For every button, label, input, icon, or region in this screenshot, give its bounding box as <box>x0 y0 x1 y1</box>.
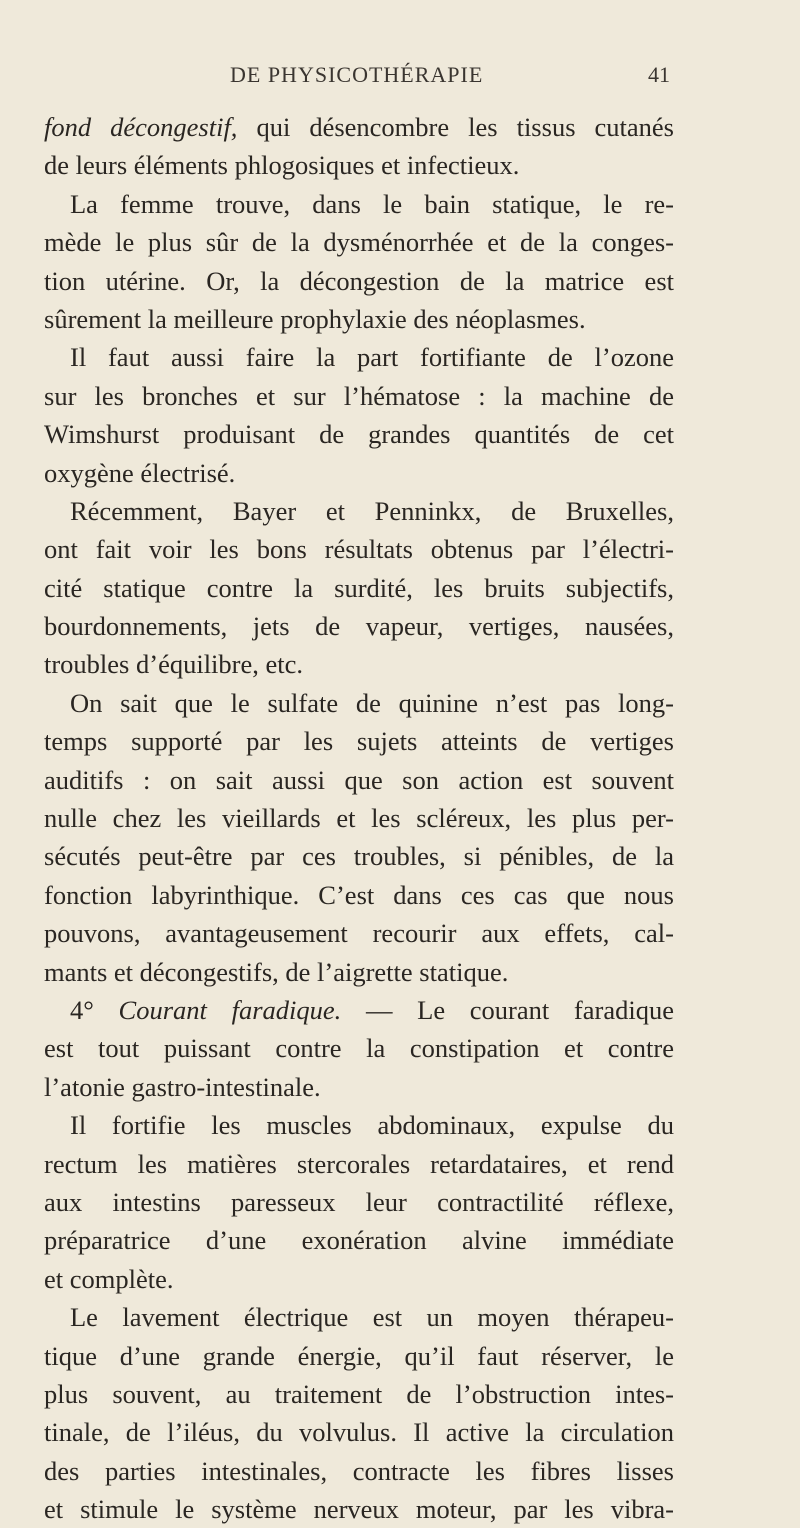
text-line <box>44 1490 674 1528</box>
text-line <box>44 1375 674 1413</box>
text-line <box>44 1221 674 1259</box>
text-line <box>44 607 674 645</box>
line-text: des parties intestinales, contracte les fibres lisses <box>44 1455 674 1486</box>
section-heading-line <box>44 991 674 1029</box>
text-line <box>44 837 674 875</box>
line-text: nulle chez les vieillards et les scléreux, les plus per- <box>44 803 674 834</box>
line-text: Il faut aussi faire la part fortifiante de l’ozone <box>70 342 674 373</box>
text-line <box>44 569 674 607</box>
line-text: troubles d’équilibre, etc. <box>44 649 304 680</box>
line-text: de leurs éléments phlogosiques et infectieux. <box>44 150 520 181</box>
text-line <box>44 876 674 914</box>
line-text: mants et décongestifs, de l’aigrette statique. <box>44 956 509 987</box>
text-line <box>44 530 674 568</box>
text-line <box>44 1145 674 1183</box>
text-line <box>44 146 674 184</box>
text-line <box>44 722 674 760</box>
page-number: 41 <box>648 62 670 87</box>
line-text: sur les bronches et sur l’hématose : la machine de <box>44 380 674 411</box>
text-line <box>44 645 674 683</box>
text-line <box>44 761 674 799</box>
line-text: Wimshurst produisant de grandes quantités de cet <box>44 419 674 450</box>
running-title: DE PHYSICOTHÉRAPIE <box>230 62 484 87</box>
line-text: Le lavement électrique est un moyen thérapeu- <box>70 1302 674 1333</box>
line-text: l’atonie gastro-intestinale. <box>44 1071 321 1102</box>
line-text: et complète. <box>44 1263 174 1294</box>
line-text: oxygène électrisé. <box>44 457 236 488</box>
line-text: et stimule le système nerveux moteur, par les vibra- <box>44 1494 674 1525</box>
text-line <box>44 684 674 722</box>
line-text: sûrement la meilleure prophylaxie des néoplasmes. <box>44 303 586 334</box>
line-text: pouvons, avantageusement recourir aux effets, cal- <box>44 918 674 949</box>
line-text: auditifs : on sait aussi que son action est souvent <box>44 764 674 795</box>
line-text: fonction labyrinthique. C’est dans ces cas que nous <box>44 879 674 910</box>
text-line <box>44 185 674 223</box>
body-text <box>44 108 674 1528</box>
text-line <box>44 1413 674 1451</box>
line-text: temps supporté par les sujets atteints de vertiges <box>44 726 674 757</box>
text-line <box>44 1106 674 1144</box>
line-text: plus souvent, au traitement de l’obstruction intes- <box>44 1378 674 1409</box>
text-line <box>44 415 674 453</box>
text-line <box>44 492 674 530</box>
line-text: aux intestins paresseux leur contractilité réflexe, <box>44 1186 674 1217</box>
text-line <box>44 1183 674 1221</box>
text-line <box>44 1029 674 1067</box>
text-line <box>44 1337 674 1375</box>
section-title: Courant faradique. <box>118 994 342 1025</box>
text-line <box>44 1452 674 1490</box>
line-text: cité statique contre la surdité, les bruits subjectifs, <box>44 572 674 603</box>
line-text: bourdonnements, jets de vapeur, vertiges, nausées, <box>44 611 674 642</box>
text-line <box>44 1068 674 1106</box>
line-text: tion utérine. Or, la décongestion de la matrice est <box>44 265 674 296</box>
line-text: qui désencombre les tissus cutanés <box>237 112 674 142</box>
line-text: préparatrice d’une exonération alvine immédiate <box>44 1225 674 1256</box>
text-line <box>44 914 674 952</box>
line-text: Récemment, Bayer et Penninkx, de Bruxelles, <box>70 495 674 526</box>
line-text: mède le plus sûr de la dysménorrhée et de la conges- <box>44 227 674 258</box>
text-line <box>44 953 674 991</box>
text-line <box>44 377 674 415</box>
text-line <box>44 454 674 492</box>
line-text: Il fortifie les muscles abdominaux, expulse du <box>70 1110 674 1141</box>
line-text: ont fait voir les bons résultats obtenus par l’électri- <box>44 534 674 565</box>
line-text: sécutés peut-être par ces troubles, si pénibles, de la <box>44 841 674 872</box>
line-text: La femme trouve, dans le bain statique, le re- <box>70 188 674 219</box>
text-line <box>44 108 674 146</box>
line-text: rectum les matières stercorales retardataires, et rend <box>44 1148 674 1179</box>
section-number: 4° <box>70 994 119 1025</box>
text-line <box>44 1260 674 1298</box>
text-line <box>44 338 674 376</box>
text-line <box>44 799 674 837</box>
line-text: est tout puissant contre la constipation et contre <box>44 1033 674 1064</box>
line-text: tique d’une grande énergie, qu’il faut réserver, le <box>44 1340 674 1371</box>
text-line <box>44 223 674 261</box>
text-line <box>44 1298 674 1336</box>
line-text: On sait que le sulfate de quinine n’est pas long- <box>70 687 674 718</box>
text-line <box>44 262 674 300</box>
line-text: — Le courant faradique <box>341 994 674 1025</box>
italic-run: fond décongestif, <box>44 112 238 142</box>
line-text: tinale, de l’iléus, du volvulus. Il active la circulation <box>44 1417 674 1448</box>
text-line <box>44 300 674 338</box>
